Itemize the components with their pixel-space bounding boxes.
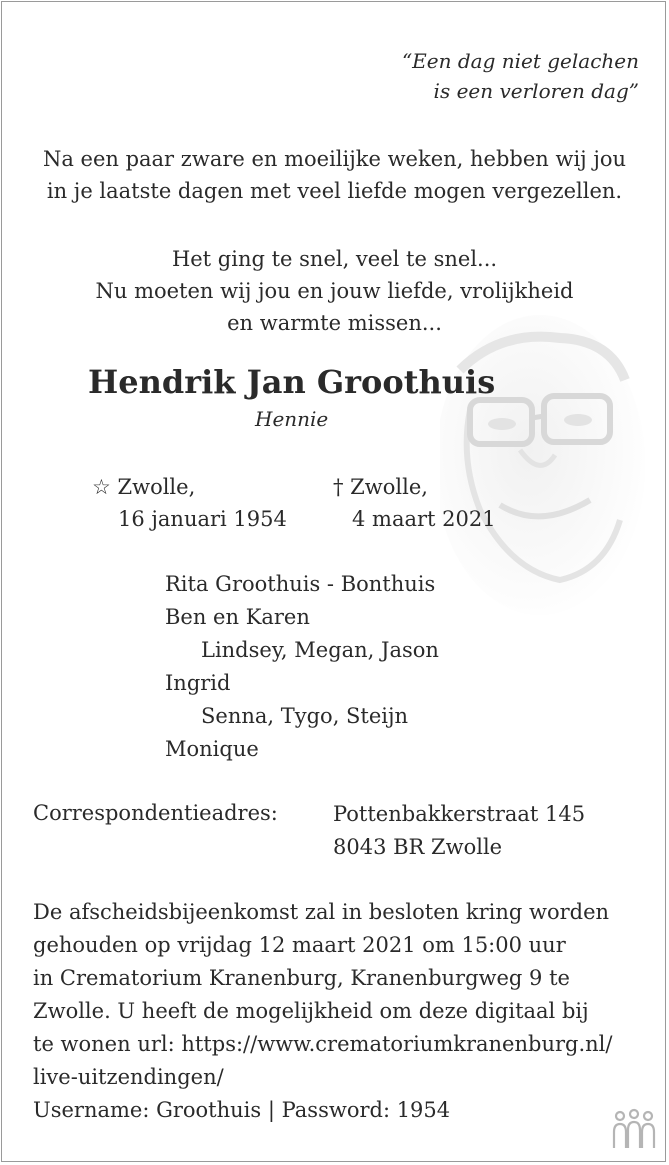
- deceased-name: Hendrik Jan Groothuis: [88, 363, 496, 401]
- birth-place: ☆ Zwolle,: [92, 475, 196, 499]
- birth-date: 16 januari 1954: [118, 507, 287, 531]
- people-icon: [611, 1108, 657, 1152]
- family-grandchildren: Lindsey, Megan, Jason: [201, 638, 439, 662]
- family-member: Rita Groothuis - Bonthuis: [165, 572, 436, 596]
- quote-line-2: is een verloren dag”: [433, 79, 639, 103]
- info-url-line[interactable]: te wonen url: https://www.crematoriumkranenburg.nl/: [33, 1032, 613, 1056]
- correspondence-address: [333, 798, 585, 864]
- info-url-line[interactable]: live-uitzendingen/: [33, 1065, 224, 1089]
- info-credentials: Username: Groothuis | Password: 1954: [33, 1098, 451, 1122]
- address-city: 8043 BR Zwolle: [333, 835, 503, 859]
- family-member: Ben en Karen: [165, 605, 310, 629]
- intro-line-2: in je laatste dagen met veel liefde mogen vergezellen.: [46, 179, 623, 203]
- family-member: Ingrid: [165, 671, 231, 695]
- intro2-line-3: en warmte missen...: [227, 311, 442, 335]
- portrait-photo: [440, 300, 669, 640]
- quote: [402, 46, 639, 106]
- intro2-line-2: Nu moeten wij jou en jouw liefde, vrolijkheid: [95, 279, 574, 303]
- family-member: Monique: [165, 737, 259, 761]
- death-place: † Zwolle,: [333, 475, 428, 499]
- info-line: gehouden op vrijdag 12 maart 2021 om 15:00 uur: [33, 933, 566, 957]
- deceased-nickname: Hennie: [255, 407, 329, 431]
- intro-text: [0, 143, 669, 207]
- intro-line-1: Na een paar zware en moeilijke weken, hebben wij jou: [42, 147, 627, 171]
- family-grandchildren: Senna, Tygo, Steijn: [201, 704, 409, 728]
- death-date: 4 maart 2021: [352, 507, 496, 531]
- family-list: [165, 568, 439, 766]
- intro-text-2: [0, 243, 669, 339]
- quote-line-1: “Een dag niet gelachen: [401, 49, 639, 73]
- info-line: in Crematorium Kranenburg, Kranenburgweg 9 te: [33, 966, 570, 990]
- address-street: Pottenbakkerstraat 145: [333, 802, 586, 826]
- intro2-line-1: Het ging te snel, veel te snel...: [171, 247, 498, 271]
- info-line: Zwolle. U heeft de mogelijkheid om deze digitaal bij: [33, 999, 589, 1023]
- correspondence-label: Correspondentieadres:: [33, 801, 278, 825]
- ceremony-info: [33, 896, 612, 1127]
- info-line: De afscheidsbijeenkomst zal in besloten kring worden: [33, 900, 610, 924]
